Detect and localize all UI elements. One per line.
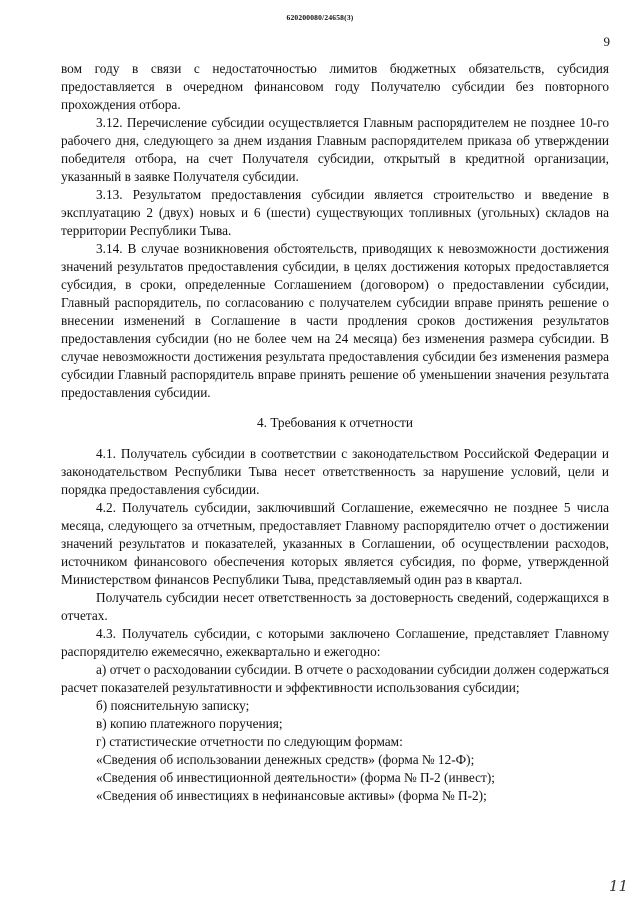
list-item: в) копию платежного поручения;	[96, 716, 283, 731]
page-number: 9	[603, 34, 610, 49]
paragraph-responsibility: Получатель субсидии несет ответственность за достоверность сведений, содержащихся в отчетах.	[61, 590, 609, 623]
paragraph-3-13: 3.13. Результатом предоставления субсидии является строительство и введение в эксплуатацию 2 (двух) новых и 6 (шести) существующих топливных (угольных) складов на территории Республики Тыва.	[61, 187, 609, 238]
paragraph-4-1: 4.1. Получатель субсидии в соответствии с законодательством Российской Федерации и законодательством Республики Тыва несет ответственность за нарушение условий, цели и порядка предоставления субсидии.	[61, 446, 609, 497]
list-item: «Сведения об использовании денежных средств» (форма № 12-Ф);	[96, 752, 475, 767]
paragraph: вом году в связи с недостаточностью лимитов бюджетных обязательств, субсидия предоставляется в очередном финансовом году Получателю субсидии без повторного прохождения отбора.	[61, 61, 609, 112]
document-id: 620200080/24658(3)	[286, 13, 354, 22]
list-item: «Сведения об инвестиционной деятельности» (форма № П-2 (инвест);	[96, 770, 495, 785]
list-item-a: а) отчет о расходовании субсидии. В отчете о расходовании субсидии должен содержаться расчет показателей результативности и эффективности использования субсидии;	[61, 662, 609, 695]
paragraph-4-2: 4.2. Получатель субсидии, заключивший Соглашение, ежемесячно не позднее 5 числа месяца, следующего за отчетным, предоставляет Главному распорядителю отчет о достижении значений результатов и показателей, указанных в Соглашении, об осуществлении расходов, источником финансового обеспечения которых является субсидия, по форме, утвержденной Министерством финансов Республики Тыва, представляемый один раз в квартал.	[61, 500, 609, 587]
paragraph-4-3: 4.3. Получатель субсидии, с которыми заключено Соглашение, представляет Главному распорядителю ежемесячно, ежеквартально и ежегодно:	[61, 626, 609, 659]
paragraph-3-12: 3.12. Перечисление субсидии осуществляется Главным распорядителем не позднее 10-го рабочего дня, следующего за днем издания Главным распорядителем приказа об утверждении победителя отбора, на счет Получателя субсидии, открытый в кредитной организации, указанный в заявке Получателя субсидии.	[61, 115, 609, 184]
paragraph-3-14: 3.14. В случае возникновения обстоятельств, приводящих к невозможности достижения значений результатов предоставления субсидии, в целях достижения которых предоставляется субсидия, в сроки, определенные Соглашением (договором) о предоставлении субсидии, Главный распорядитель, по согласованию с получателем субсидии вправе принять решение о внесении изменений в Соглашение в части продления сроков достижения результатов предоставления субсидии (но не более чем на 24 месяца) без изменения размера субсидии. В случае невозможности достижения результата предоставления субсидии без изменения размера субсидии Главный распорядитель вправе принять решение об уменьшении значения результата предоставления субсидии.	[61, 241, 609, 400]
section-heading: 4. Требования к отчетности	[257, 415, 413, 430]
handwritten-page-mark: 11	[608, 877, 628, 895]
list-item: г) статистические отчетности по следующим формам:	[96, 734, 403, 749]
list-item: б) пояснительную записку;	[96, 698, 250, 713]
document-body	[61, 60, 609, 805]
list-item: «Сведения об инвестициях в нефинансовые активы» (форма № П-2);	[96, 788, 487, 803]
